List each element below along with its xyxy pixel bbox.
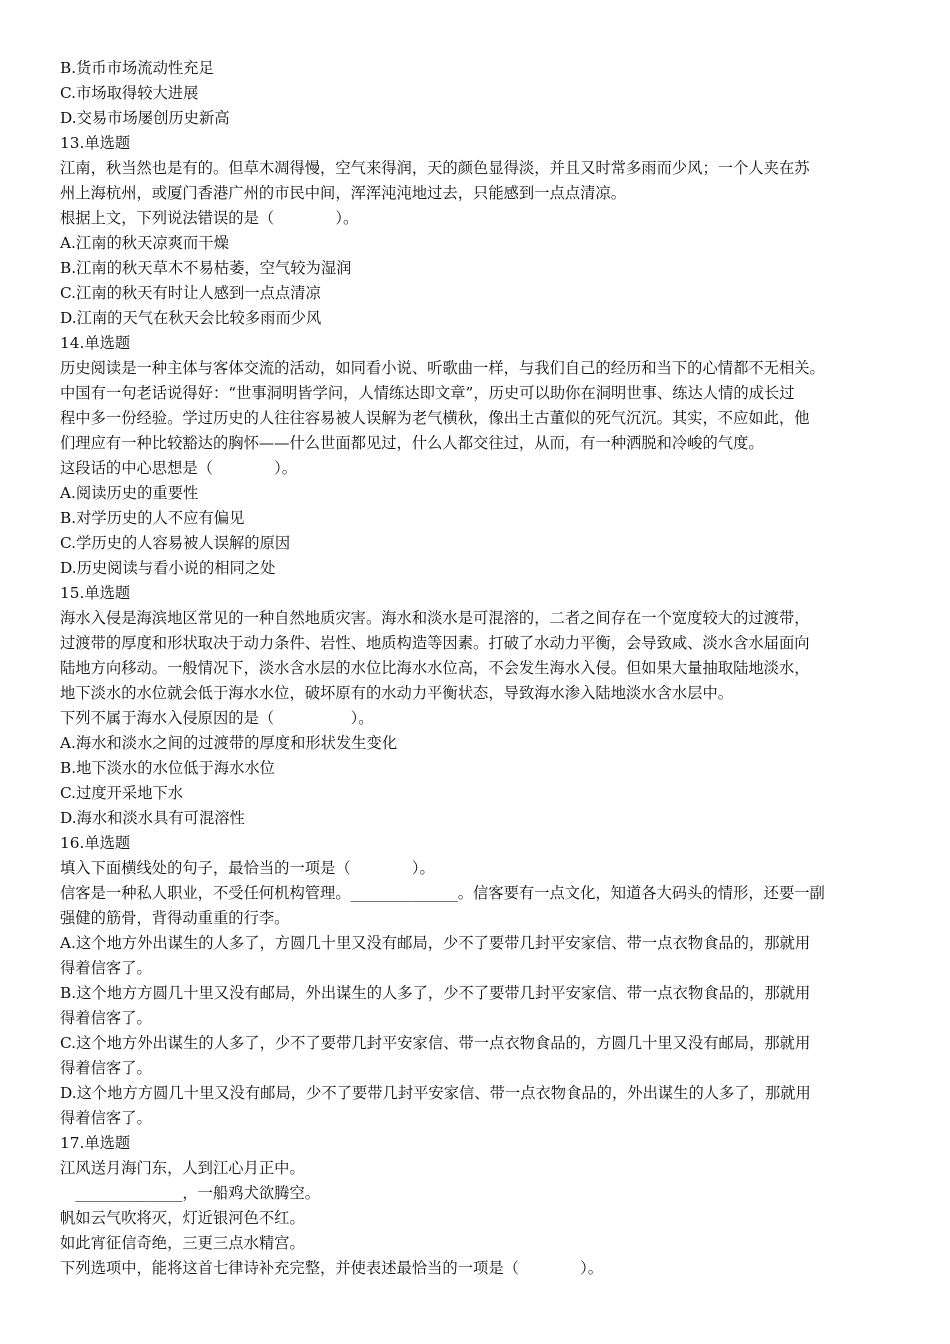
question-heading: 16.单选题: [60, 834, 131, 852]
option-a: A.江南的秋天凉爽而干燥: [60, 234, 229, 252]
text-line: 海水入侵是海滨地区常见的一种自然地质灾害。海水和淡水是可混溶的，二者之间存在一个宽度较大的过渡带，: [60, 609, 810, 627]
text-line: 中国有一句老话说得好：“世事洞明皆学问，人情练达即文章”，历史可以助你在洞明世事、练达人情的成长过: [60, 384, 795, 402]
text-line: 强健的筋骨，背得动重重的行李。: [60, 909, 290, 927]
option-a: A.这个地方外出谋生的人多了，方圆几十里又没有邮局，少不了要带几封平安家信、带一点衣物食品的，那就用: [60, 934, 811, 952]
text-line: 江南，秋当然也是有的。但草木凋得慢，空气来得润，天的颜色显得淡，并且又时常多雨而少风；一个人夹在苏: [60, 159, 810, 177]
poem-line: 帆如云气吹将灭，灯近银河色不红。: [60, 1209, 305, 1227]
question-prompt: 这段话的中心思想是（ ）。: [60, 459, 298, 477]
option-d: D.这个地方方圆几十里又没有邮局，少不了要带几封平安家信、带一点衣物食品的，外出谋生的人多了，那就用: [60, 1084, 811, 1102]
poem-line: 江风送月海门东，人到江心月正中。: [60, 1159, 305, 1177]
text-line: 程中多一份经验。学过历史的人往往容易被人误解为老气横秋，像出土古董似的死气沉沉。其实，不应如此，他: [60, 409, 810, 427]
question-heading: 14.单选题: [60, 334, 131, 352]
text-line: 过渡带的厚度和形状取决于动力条件、岩性、地质构造等因素。打破了水动力平衡，会导致咸、淡水含水届面向: [60, 634, 810, 652]
poem-line: 如此宵征信奇绝，三更三点水精宫。: [60, 1234, 305, 1252]
option-a: A.海水和淡水之间的过渡带的厚度和形状发生变化: [60, 734, 398, 752]
text-line: 信客是一种私人职业，不受任何机构管理。______________。信客要有一点文化，知道各大码头的情形，还要一副: [60, 884, 825, 902]
option-a: A.阅读历史的重要性: [60, 484, 199, 502]
option-d: D.历史阅读与看小说的相同之处: [60, 559, 276, 577]
option-b: B.江南的秋天草木不易枯萎，空气较为湿润: [60, 259, 352, 277]
option-a-cont: 得着信客了。: [60, 959, 152, 977]
poem-line-blank: ______________，一船鸡犬欲腾空。: [60, 1184, 321, 1202]
question-heading: 17.单选题: [60, 1134, 131, 1152]
option-b: B.对学历史的人不应有偏见: [60, 509, 245, 527]
question-prompt: 下列选项中，能将这首七律诗补充完整，并使表述最恰当的一项是（ ）。: [60, 1259, 604, 1277]
text-line: D.交易市场屡创历史新高: [60, 109, 230, 127]
option-c-cont: 得着信客了。: [60, 1059, 152, 1077]
text-line: 地下淡水的水位就会低于海水水位，破坏原有的水动力平衡状态，导致海水渗入陆地淡水含水层中。: [60, 684, 734, 702]
question-heading: 15.单选题: [60, 584, 131, 602]
text-line: 州上海杭州，或厦门香港广州的市民中间，浑浑沌沌地过去，只能感到一点点清凉。: [60, 184, 626, 202]
text-line: B.货币市场流动性充足: [60, 59, 214, 77]
option-b: B.地下淡水的水位低于海水水位: [60, 759, 275, 777]
option-d: D.江南的天气在秋天会比较多雨而少风: [60, 309, 322, 327]
option-d: D.海水和淡水具有可混溶性: [60, 809, 245, 827]
option-d-cont: 得着信客了。: [60, 1109, 152, 1127]
text-line: C.市场取得较大进展: [60, 84, 199, 102]
question-prompt: 下列不属于海水入侵原因的是（ ）。: [60, 709, 374, 727]
text-line: 历史阅读是一种主体与客体交流的活动，如同看小说、听歌曲一样，与我们自己的经历和当下的心情都不无相关。: [60, 359, 825, 377]
text-line: 陆地方向移动。一般情况下，淡水含水层的水位比海水水位高，不会发生海水入侵。但如果大量抽取陆地淡水，: [60, 659, 810, 677]
option-b: B.这个地方方圆几十里又没有邮局，外出谋生的人多了，少不了要带几封平安家信、带一点衣物食品的，那就用: [60, 984, 811, 1002]
question-prompt: 填入下面横线处的句子，最恰当的一项是（ ）。: [60, 859, 435, 877]
option-c: C.学历史的人容易被人误解的原因: [60, 534, 291, 552]
option-c: C.江南的秋天有时让人感到一点点清凉: [60, 284, 321, 302]
option-c: C.这个地方外出谋生的人多了，少不了要带几封平安家信、带一点衣物食品的，方圆几十里又没有邮局，那就用: [60, 1034, 811, 1052]
option-c: C.过度开采地下水: [60, 784, 184, 802]
text-line: 们理应有一种比较豁达的胸怀——什么世面都见过，什么人都交往过，从而，有一种洒脱和冷峻的气度。: [60, 434, 764, 452]
question-prompt: 根据上文，下列说法错误的是（ ）。: [60, 209, 359, 227]
option-b-cont: 得着信客了。: [60, 1009, 152, 1027]
question-heading: 13.单选题: [60, 134, 131, 152]
